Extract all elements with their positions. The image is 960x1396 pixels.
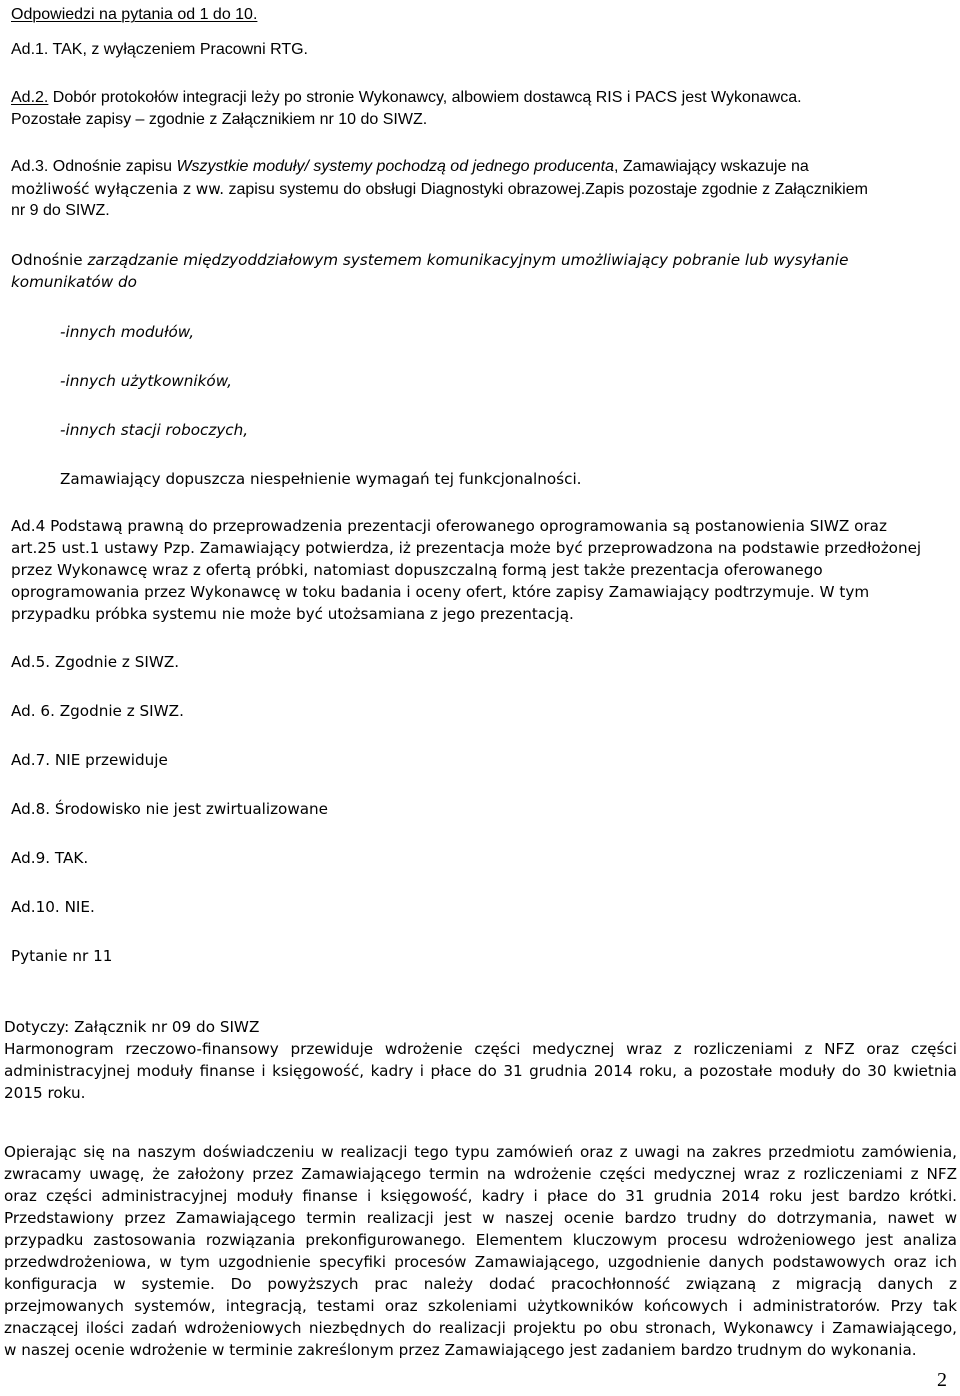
- paragraph-line: znaczącej ilości zadań wdrożeniowych niezbędnych do realizacji projektu po obu stronach, Wykonawcy i Zamawiającego,: [4, 1319, 957, 1337]
- answer-ad3-text-cont: , Zamawiający wskazuje na: [614, 158, 809, 175]
- answer-ad3-quote: Wszystkie moduły/ systemy pochodzą od jednego producenta: [176, 158, 614, 175]
- paragraph-line: w naszej ocenie wdrożenie w terminie zakreślonym przez Zamawiającego jest zadaniem bardzo trudnym do wykonania.: [4, 1341, 917, 1359]
- page-number: 2: [937, 1369, 947, 1391]
- list-item: -innych modułów,: [60, 323, 195, 341]
- answer-ad7: Ad.7. NIE przewiduje: [11, 751, 168, 769]
- paragraph-line: Przedstawiony przez Zamawiającego termin realizacji jest w naszej ocenie bardzo trudny do dotrzymania, nawet w: [4, 1209, 957, 1227]
- list-item: -innych stacji roboczych,: [60, 421, 249, 439]
- answer-ad9: Ad.9. TAK.: [11, 849, 89, 867]
- answer-ad4-line4: oprogramowania przez Wykonawcę w toku badania i oceny ofert, które zapisy Zamawiający podtrzymuje. W tym: [11, 583, 870, 601]
- answer-ad4-text: Podstawą prawną do przeprowadzenia prezentacji oferowanego oprogramowania są postanowienia SIWZ oraz: [45, 517, 887, 535]
- answer-ad2-text: Dobór protokołów integracji leży po stronie Wykonawcy, albowiem dostawcą RIS i PACS jest Wykonawca.: [48, 89, 802, 106]
- answer-ad6: Ad. 6. Zgodnie z SIWZ.: [11, 702, 184, 720]
- question-11-concerns: Dotyczy: Załącznik nr 09 do SIWZ: [4, 1018, 260, 1036]
- answer-ad4-line2-rest: Zamawiający potwierdza, iż prezentacja może być przeprowadzona na podstawie przedłożonej: [194, 539, 922, 557]
- answer-ad4-legal-basis: art.25 ust.1 ustawy Pzp.: [11, 539, 195, 557]
- paragraph-line: Harmonogram rzeczowo-finansowy przewiduje wdrożenie części medycznej wraz z rozliczeniami z NFZ oraz części: [4, 1040, 957, 1058]
- answer-ad3-line3: nr 9 do SIWZ.: [11, 202, 110, 219]
- answer-ad2-line2: Pozostałe zapisy – zgodnie z Załącznikiem nr 10 do SIWZ.: [11, 111, 428, 128]
- question-11-paragraph-2: [4, 1141, 957, 1361]
- answer-ad2-prefix: Ad.2.: [11, 89, 49, 106]
- question-11-title: Pytanie nr 11: [11, 947, 113, 965]
- answer-ad4-line5: przypadku próbka systemu nie może być utożsamiana z jego prezentacją.: [11, 605, 574, 623]
- answer-ad4-line1: [11, 515, 887, 537]
- paragraph-line: 2015 roku.: [4, 1084, 86, 1102]
- ad3-extra-quote-1: zarządzanie międzyoddziałowym systemem komunikacyjnym umożliwiający pobranie lub wysyłanie: [87, 251, 849, 269]
- answer-ad4-line2: [11, 537, 921, 559]
- answer-ad4-prefix: Ad.4: [11, 517, 46, 535]
- paragraph-line: zwracamy uwagę, że założony przez Zamawiającego termin na wdrożenie części medycznej wraz z rozliczeniami z NFZ: [4, 1165, 957, 1183]
- answer-ad8: Ad.8. Środowisko nie jest zwirtualizowane: [11, 800, 329, 818]
- paragraph-line: administracyjnej moduły finanse i księgowość, kadry i płace do 31 grudnia 2014 roku, a pozostałe moduły do 30 kwietnia: [4, 1062, 957, 1080]
- answer-ad3-line2-end: zapisu systemu do obsługi Diagnostyki obrazowej.Zapis pozostaje zgodnie z Załącznikiem: [224, 181, 868, 198]
- question-11-paragraph-1: [4, 1038, 957, 1104]
- answer-ad3-line2-start: możliwość wyłączenia z ww.: [11, 180, 225, 198]
- paragraph-line: konfiguracja w systemie. Do powyższych prac należy dodać pracochłonność związaną z migracją danych z: [4, 1275, 957, 1293]
- answer-ad3-line1: [11, 156, 809, 178]
- paragraph-line: przedwdrożeniowa, w tym uzgodnienie specyfiki procesów Zamawiającego, uzgodnienie danych podstawowych oraz ich: [4, 1253, 957, 1271]
- answer-ad5: Ad.5. Zgodnie z SIWZ.: [11, 653, 180, 671]
- list-item: -innych użytkowników,: [60, 372, 233, 390]
- paragraph-line: Opierając się na naszym doświadczeniu w realizacji tego typu zamówień oraz z uwagi na zakres przedmiotu zamówienia,: [4, 1143, 957, 1161]
- answer-ad3-line2: [11, 178, 868, 201]
- ad3-extra-lead: Odnośnie: [11, 251, 88, 269]
- ad3-extra-line1: [11, 249, 848, 271]
- answer-ad3-prefix: Ad.3.: [11, 158, 49, 175]
- answer-ad2-line1: [11, 87, 802, 109]
- ad3-extra-quote-2: komunikatów do: [11, 273, 137, 291]
- paragraph-line: przypadku zastosowania rozwiązania prekonfigurowanego. Elementem kluczowym procesu wdrożeniowego jest analiza: [4, 1231, 957, 1249]
- paragraph-line: oraz części administracyjnej moduły finanse i księgowość, kadry i płace do 31 grudnia 2014 roku jest bardzo krótki.: [4, 1187, 957, 1205]
- ad3-extra-conclusion: Zamawiający dopuszcza niespełnienie wymagań tej funkcjonalności.: [60, 470, 582, 488]
- page-title: Odpowiedzi na pytania od 1 do 10.: [11, 6, 258, 23]
- answer-ad1: Ad.1. TAK, z wyłączeniem Pracowni RTG.: [11, 41, 308, 58]
- paragraph-line: przejmowanych systemów, integracją, testami oraz szkoleniami użytkowników końcowych i administratorów. Przy tak: [4, 1297, 957, 1315]
- answer-ad4-line3: przez Wykonawcę wraz z ofertą próbki, natomiast dopuszczalną formą jest także prezentacja oferowanego: [11, 561, 823, 579]
- answer-ad10: Ad.10. NIE.: [11, 898, 95, 916]
- answer-ad3-text: Odnośnie zapisu: [48, 158, 177, 175]
